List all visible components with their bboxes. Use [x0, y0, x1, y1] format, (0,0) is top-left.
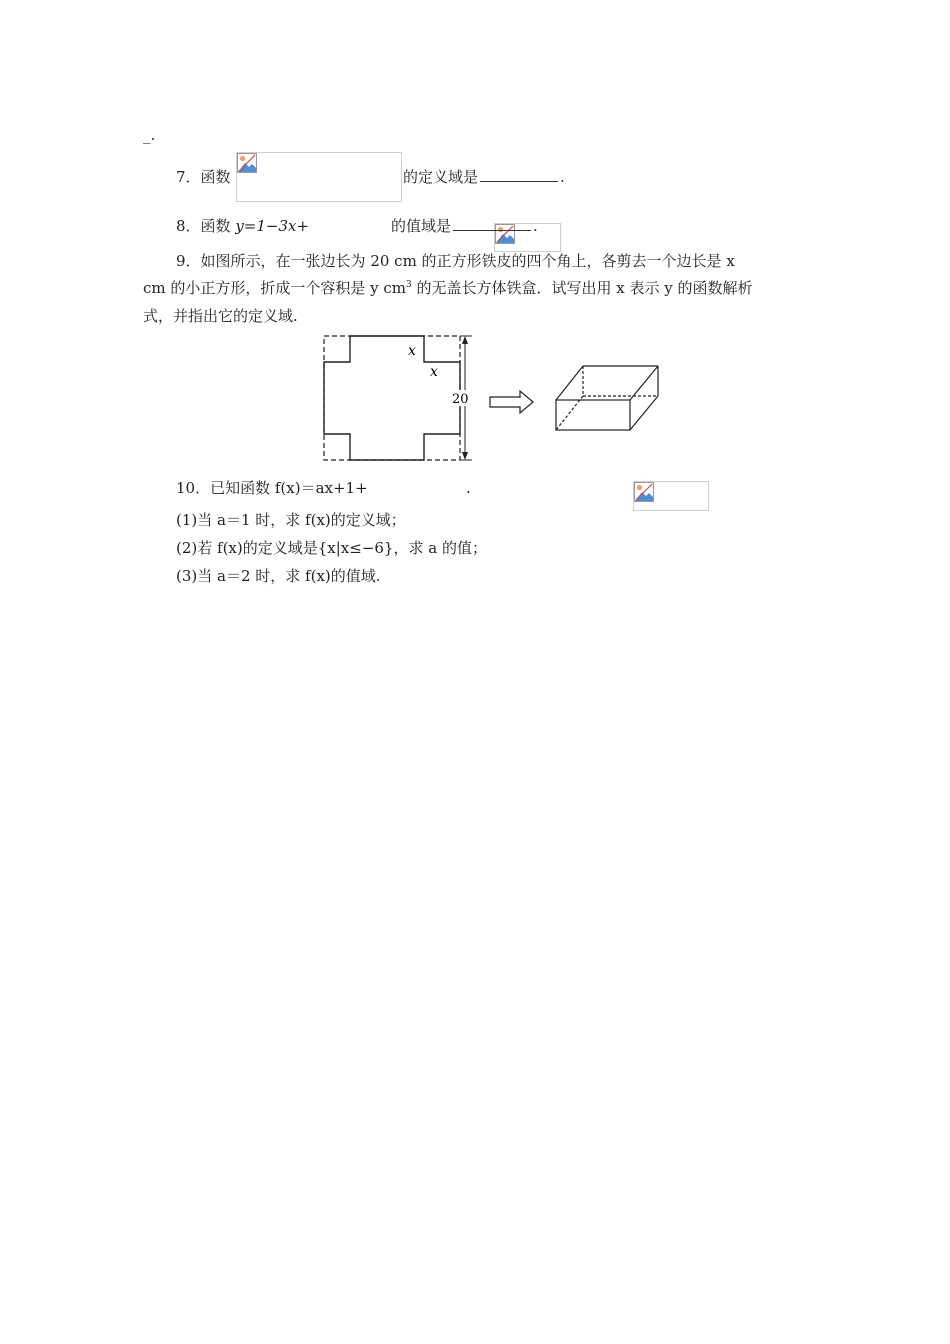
- question-10-stem: 10．已知函数 f(x)＝ax+1+: [176, 479, 368, 497]
- label-20: 20: [452, 392, 469, 407]
- question-7: [176, 166, 231, 188]
- question-8-equation: y=1−3x+: [235, 217, 310, 235]
- question-10-part-3: (3)当 a＝2 时，求 f(x)的值域.: [176, 567, 381, 585]
- formula-image-placeholder-q10: [633, 481, 709, 511]
- question-9-line-2b: 的无盖长方体铁盒．试写出用 x 表示 y 的函数解析: [411, 279, 753, 297]
- question-9-line-2: [143, 277, 753, 299]
- broken-image-icon: [237, 153, 257, 173]
- square-sheet-diagram: [324, 336, 473, 460]
- broken-image-icon: [634, 482, 654, 502]
- arrow-down-icon: [462, 452, 468, 460]
- answer-blank-q7[interactable]: [480, 167, 558, 182]
- question-7-end: .: [560, 168, 565, 186]
- cut-outline: [324, 336, 460, 460]
- question-8: [176, 215, 309, 237]
- label-x-side: x: [430, 364, 438, 380]
- arrow-up-icon: [462, 336, 468, 344]
- question-8-end: .: [533, 217, 538, 235]
- open-box-diagram: [556, 366, 658, 430]
- question-8-number: 8．: [176, 217, 201, 235]
- question-8-tail: [391, 215, 538, 237]
- question-7-number: 7．: [176, 168, 201, 186]
- question-9-superscript: 3: [406, 280, 412, 290]
- question-8-before: 函数: [200, 217, 236, 235]
- question-10-part-2: (2)若 f(x)的定义域是{x|x≤−6}，求 a 的值；: [176, 539, 487, 557]
- question-9-line-1: 9．如图所示，在一张边长为 20 cm 的正方形铁皮的四个角上，各剪去一个边长是 x: [176, 252, 735, 270]
- formula-image-placeholder-q7: [236, 152, 402, 202]
- question-8-after: 的值域是: [391, 217, 452, 235]
- question-9-line-3: 式，并指出它的定义域.: [143, 307, 298, 325]
- question-7-before: 函数: [200, 168, 231, 186]
- question-10-part-1: (1)当 a＝1 时，求 f(x)的定义域；: [176, 511, 406, 529]
- box-folding-figure: [318, 330, 668, 466]
- question-9-line-2a: cm 的小正方形，折成一个容积是 y cm: [143, 279, 407, 297]
- question-7-tail: [403, 166, 565, 188]
- label-x-top: x: [408, 343, 416, 359]
- fragment-text: _.: [143, 126, 156, 144]
- question-7-after: 的定义域是: [403, 168, 479, 186]
- answer-blank-q8[interactable]: [453, 216, 531, 231]
- hollow-arrow-icon: [490, 391, 533, 413]
- question-10-end: .: [466, 479, 471, 497]
- outer-square-dashed: [324, 336, 460, 460]
